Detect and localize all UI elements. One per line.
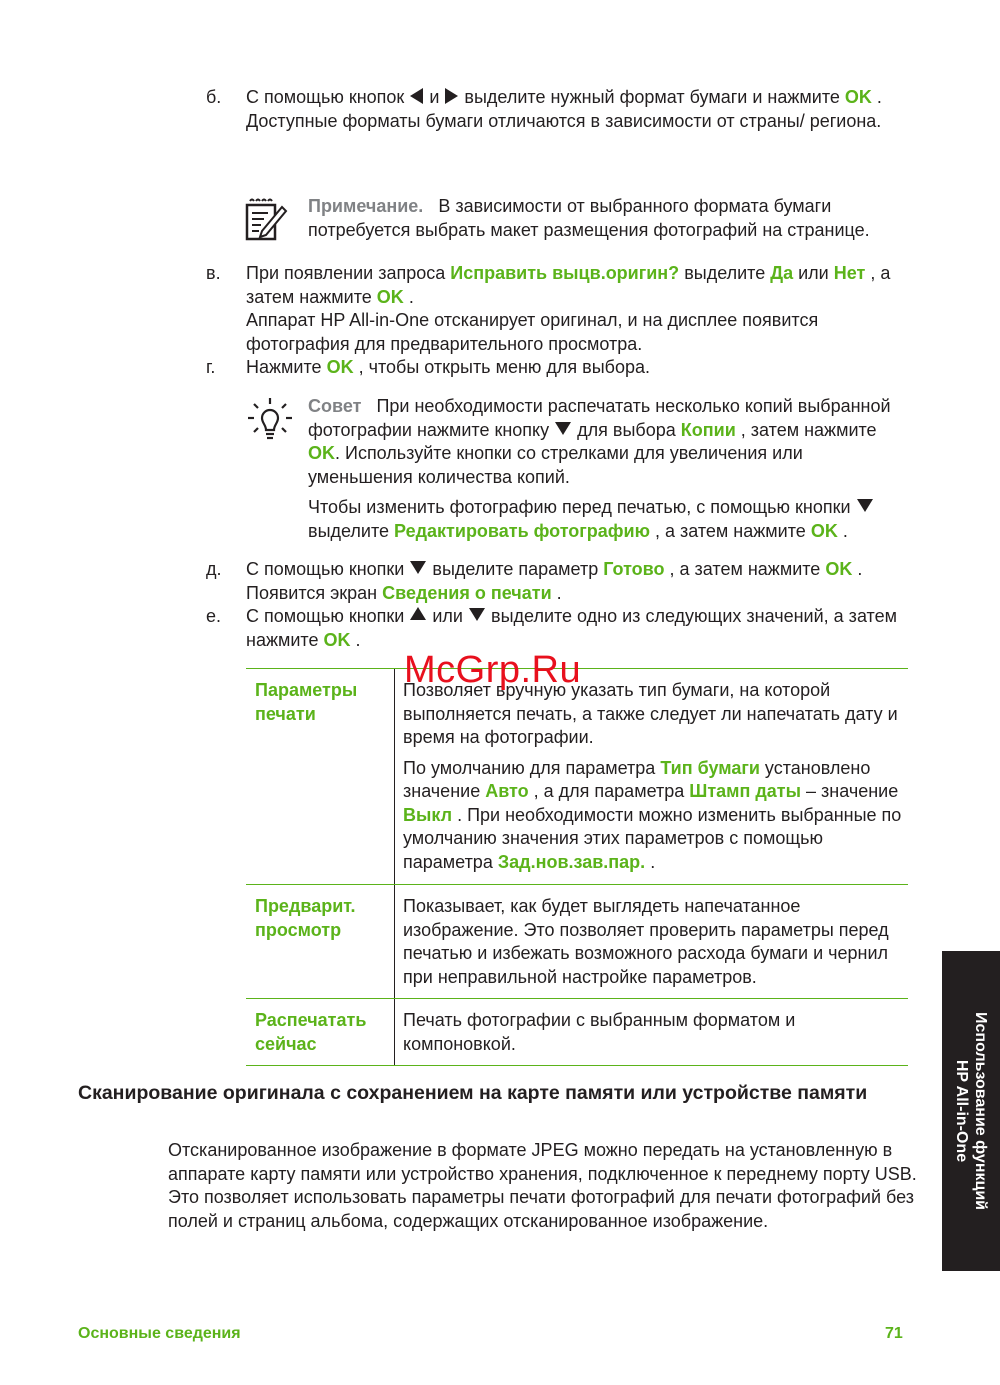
edit-photo-option: Редактировать фотографию [394,520,650,541]
ok-button-ref: OK [376,286,404,307]
step-d-text-2: выделите параметр [432,559,599,579]
ok-button-ref: OK [323,629,351,650]
step-v-text-5: . [408,286,414,307]
step-g-text-1: Нажмите [246,357,322,377]
tip-text-4: . Используйте кнопки со стрелками для увеличения или уменьшения количества копий. [308,443,803,487]
section-body: Отсканированное изображение в формате JPEG можно передать на установленную в аппарате карту памяти или устройство хранения, подключенное к переднему порту USB. Это позволяет использовать параметры печати фотографий для печати фотографий без полей и страниц альбома, содержащих отсканированное изображение. [168,1140,917,1231]
preview-desc: Показывает, как будет выглядеть напечатанное изображение. Это позволяет проверить параметры перед печатью и избежать возможного расхода бумаги и чернил при неправильной настройке параметров. [403,896,889,987]
step-b-note-text: Доступные форматы бумаги отличаются в зависимости от страны/ региона. [246,110,882,131]
tip-paragraph-1 [308,395,908,489]
tip-paragraph-2 [308,496,908,543]
tip-text-2: для выбора [577,419,676,440]
print-settings-desc-2 [403,757,908,875]
desc-text-1: По умолчанию для параметра [403,757,656,778]
page-number: 71 [885,1325,903,1342]
ok-button-ref: OK [308,443,335,463]
step-d-text-6: . [556,582,562,603]
section-heading: Сканирование оригинала с сохранением на карте памяти или устройстве памяти [78,1082,868,1104]
step-d-text-1: С помощью кнопки [246,559,405,579]
step-v-text-1: При появлении запроса [246,263,446,283]
tip-text-5: Чтобы изменить фотографию перед печатью, с помощью кнопки [308,497,851,517]
options-table [246,668,908,1066]
side-tab-line-1: Использование функций [972,1012,989,1210]
table-row [246,668,908,884]
desc-text-2: установлено значение [403,757,871,801]
tip-text-3: , затем нажмите [740,419,877,440]
step-b-text-1: С помощью кнопок [246,87,405,107]
paper-type-option: Тип бумаги [660,757,760,778]
yes-option: Да [770,263,794,283]
auto-value: Авто [485,781,529,801]
tip-text-8: . [842,520,848,541]
step-e-text-1: С помощью кнопки [246,606,405,626]
left-arrow-icon [410,88,423,104]
step-e-instruction [246,605,926,652]
table-row [246,998,908,1066]
step-d-instruction [246,558,926,605]
term-print-settings: Параметры печати [255,680,358,724]
desc-text-5: . При необходимости можно изменить выбранные по умолчанию значения этих параметров с помощью параметра [403,804,902,872]
desc-text-3: , а для параметра [533,781,685,801]
down-arrow-icon [410,561,426,574]
fix-faded-option: Исправить выцв.оригин? [450,263,680,283]
step-v-instruction [246,262,926,309]
ok-button-ref: OK [326,357,354,377]
step-v-result: Аппарат HP All-in-One отсканирует оригинал, и на дисплее появится фотография для предварительного просмотра. [246,310,819,354]
ok-button-ref: OK [825,559,853,579]
step-e-label: е. [206,606,222,626]
tip-text-1: При необходимости распечатать несколько копий выбранной фотографии нажмите кнопку [308,396,891,440]
step-e-text-4: . [355,629,361,650]
print-now-desc: Печать фотографии с выбранным форматом и компоновкой. [403,1010,796,1054]
right-arrow-icon [445,88,458,104]
done-option: Готово [603,559,665,579]
step-d-label: д. [206,559,222,579]
step-d-text-3: , а затем нажмите [669,559,821,579]
step-b-text-4: . [876,87,882,107]
column-divider [394,999,395,1065]
table-row [246,884,908,998]
desc-text-4: – значение [806,781,899,801]
step-v-text-4: , а затем нажмите [246,263,891,307]
print-summary-screen: Сведения о печати [382,582,552,603]
down-arrow-icon [469,608,485,621]
step-d-text-4: . [857,559,863,579]
lightbulb-icon [246,396,294,453]
term-preview: Предварит. просмотр [255,896,356,940]
up-arrow-icon [410,607,426,620]
side-tab-line-2: HP All-in-One [953,1059,970,1163]
step-g-instruction [246,356,926,380]
tip-block [308,395,908,543]
tip-heading: Совет [308,396,362,416]
down-arrow-icon [857,499,873,512]
step-b-instruction [246,86,926,110]
note-block [308,195,918,242]
term-print-now: Распечатать сейчас [255,1010,367,1054]
ok-button-ref: OK [844,87,872,107]
set-new-defaults-option: Зад.нов.зав.пар. [497,851,646,872]
no-option: Нет [833,263,866,283]
copies-option: Копии [680,419,736,440]
step-e-text-3: выделите одно из следующих значений, а затем нажмите [246,606,897,650]
step-e-text-2: или [432,606,463,626]
step-d-text-5: Появится экран [246,582,378,603]
note-heading: Примечание. [308,196,424,216]
step-v-text-3: или [798,263,829,283]
print-settings-desc-1: Позволяет вручную указать тип бумаги, на которой выполняется печать, а также следует ли напечатать дату и время на фотографии. [403,680,898,747]
note-icon [244,197,290,250]
step-b-text-2: и [429,87,440,107]
column-divider [394,885,395,998]
ok-button-ref: OK [810,520,838,541]
watermark: McGrp.Ru [404,649,582,691]
footer-chapter: Основные сведения [78,1325,241,1342]
step-g-label: г. [206,357,216,377]
step-b-label: б. [206,87,222,107]
note-text: В зависимости от выбранного формата бумаги потребуется выбрать макет размещения фотографий на странице. [308,196,870,240]
tip-text-6: выделите [308,520,390,541]
desc-text-6: . [650,851,656,872]
chapter-side-tab [942,951,1000,1271]
date-stamp-option: Штамп даты [689,781,801,801]
step-v-label: в. [206,263,221,283]
column-divider [394,669,395,884]
side-tab-text [952,961,990,1261]
off-value: Выкл [403,804,453,825]
tip-text-7: , а затем нажмите [655,520,806,541]
step-g-text-2: , чтобы открыть меню для выбора. [358,357,650,377]
down-arrow-icon [555,422,571,435]
step-v-text-2: выделите [684,263,766,283]
step-b-text-3: выделите нужный формат бумаги и нажмите [464,87,840,107]
